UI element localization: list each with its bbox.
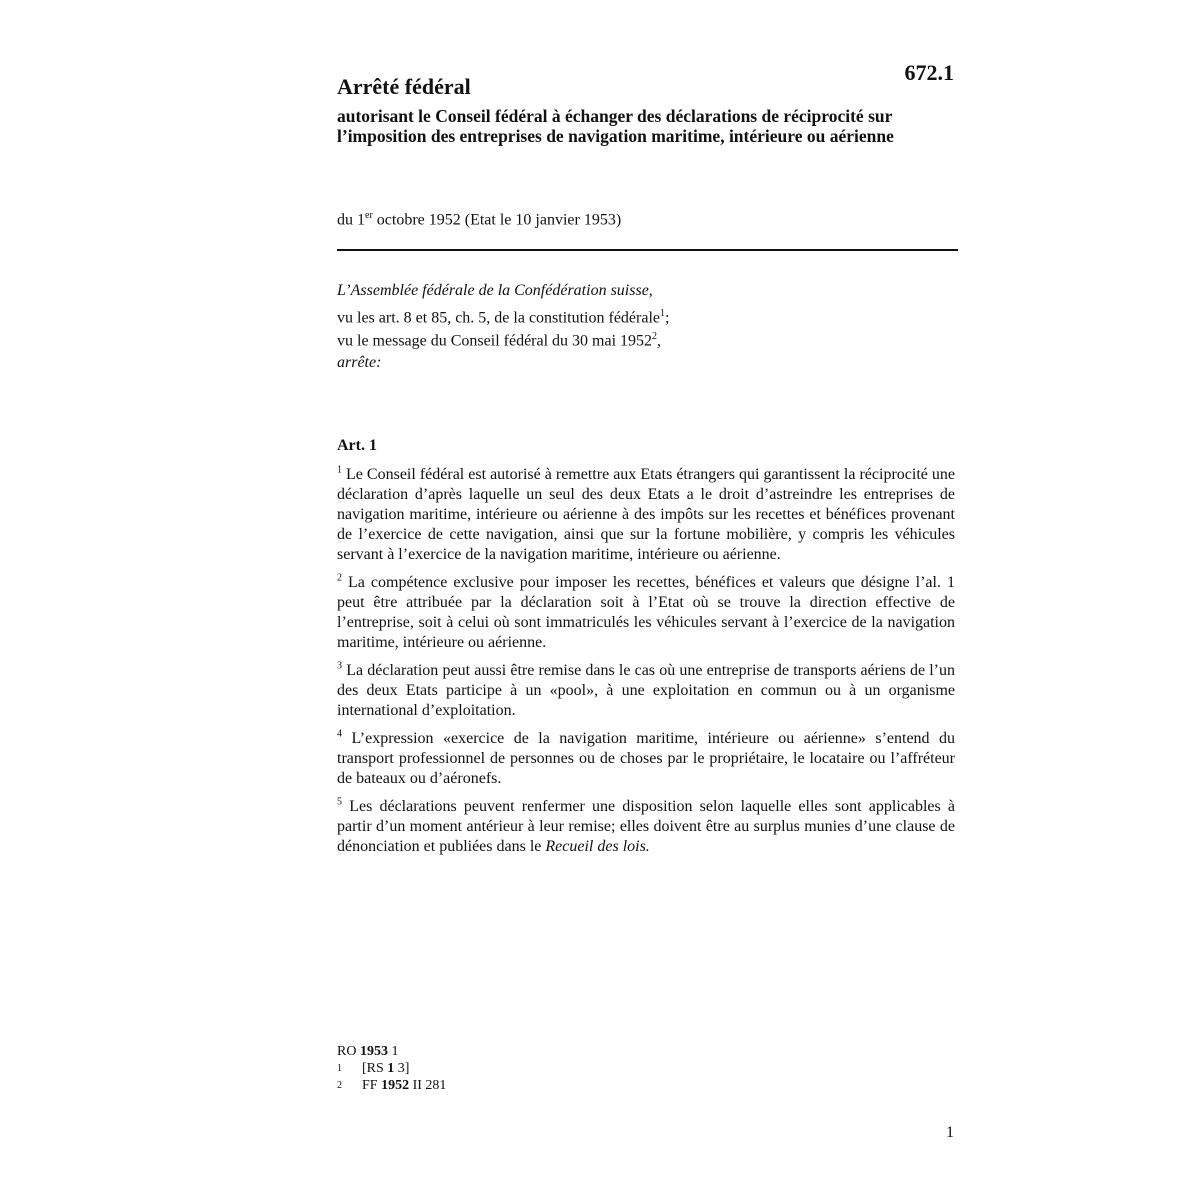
article-paragraph xyxy=(337,797,955,857)
footnote-ref-1: 1 xyxy=(660,308,666,319)
preamble-line-message xyxy=(337,327,957,350)
footnote-post: II 281 xyxy=(409,1078,447,1093)
document-date xyxy=(337,210,621,229)
paragraph-text: La compétence exclusive pour imposer les recettes, bénéfices et valeurs que désigne l’al. 1 peut être attribuée par la déclaration soit à l’Etat où se trouve la direction effective de l’entreprise, soit à celui où sont immatriculés les véhicules servant à l’exercice de la navigation maritime, intérieure ou aérienne. xyxy=(337,574,955,651)
footnote-text xyxy=(362,1077,446,1094)
article-paragraph xyxy=(337,661,955,721)
document-subtitle: autorisant le Conseil fédéral à échanger des déclarations de réciprocité sur l’imposition des entreprises de navigation maritime, intérieure ou aérienne xyxy=(337,106,894,146)
article-paragraph xyxy=(337,465,955,565)
paragraph-text: Le Conseil fédéral est autorisé à remettre aux Etats étrangers qui garantissent la réciprocité une déclaration d’après laquelle un seul des deux Etats a le droit d’astreindre les entreprises de navigation maritime, intérieure ou aérienne à des impôts sur les recettes et bénéfices provenant de l’exercice de cette navigation, ainsi que sur la fortune mobilière, y compris les véhicules servant à l’exercice de la navigation maritime, intérieure ou aérienne. xyxy=(337,466,955,563)
paragraph-italic-reference: Recueil des lois. xyxy=(545,838,650,855)
footnote-ro-year: 1953 xyxy=(359,1044,388,1059)
article-paragraph xyxy=(337,573,955,653)
footnote-item xyxy=(337,1060,446,1077)
date-rest: octobre 1952 (Etat le 10 janvier 1953) xyxy=(372,211,622,229)
footnote-text xyxy=(362,1060,409,1077)
article-paragraph xyxy=(337,729,955,789)
preamble-line1-end: ; xyxy=(665,309,670,327)
footnote-bold: 1 xyxy=(387,1061,395,1076)
preamble-intro: L’Assemblée fédérale de la Confédération suisse, xyxy=(337,282,653,299)
preamble-line2-text: vu le message du Conseil fédéral du 30 mai 1952 xyxy=(337,332,653,350)
article-body xyxy=(337,465,955,865)
footnote-number: 2 xyxy=(337,1080,342,1091)
preamble xyxy=(337,281,957,372)
paragraph-number: 2 xyxy=(337,572,342,584)
document-title: Arrêté fédéral xyxy=(337,74,471,99)
date-prefix: du 1 xyxy=(337,211,365,229)
header-divider xyxy=(337,249,958,251)
footnote-pre: [RS xyxy=(362,1061,388,1076)
date-superscript: er xyxy=(365,210,373,221)
paragraph-text: L’expression «exercice de la navigation maritime, intérieure ou aérienne» s’entend du transport professionnel de personnes ou de choses par le propriétaire, le locataire ou l’affréteur de bateaux ou d’aéronefs. xyxy=(337,730,956,787)
footnote-number: 1 xyxy=(337,1063,342,1074)
footnote-ro-suffix: 1 xyxy=(387,1044,399,1059)
footnote-ro-prefix: RO xyxy=(337,1044,360,1059)
footnote-ro xyxy=(337,1043,446,1060)
paragraph-number: 1 xyxy=(337,464,342,476)
footnote-bold: 1952 xyxy=(381,1078,410,1093)
footnote-post: 3] xyxy=(394,1061,410,1076)
paragraph-text: La déclaration peut aussi être remise dans le cas où une entreprise de transports aériens de l’un des deux Etats participe à un «pool», à une exploitation en commun ou à un organisme international d’exploitation. xyxy=(337,662,956,719)
preamble-line2-end: , xyxy=(657,332,662,350)
paragraph-number: 3 xyxy=(337,660,342,672)
document-number: 672.1 xyxy=(904,60,954,85)
footnote-pre: FF xyxy=(362,1078,382,1093)
page-number: 1 xyxy=(946,1124,954,1141)
paragraph-text: Les déclarations peuvent renfermer une disposition selon laquelle elles sont applicables à partir d’un moment antérieur à leur remise; elles doivent être au surplus munies d’une clause de dénonciation et publiées dans le xyxy=(337,798,956,855)
paragraph-number: 5 xyxy=(337,796,342,808)
preamble-line1-text: vu les art. 8 et 85, ch. 5, de la constitution fédérale xyxy=(337,309,661,327)
paragraph-number: 4 xyxy=(337,728,342,740)
preamble-line-constitution xyxy=(337,304,957,327)
footnotes xyxy=(337,1043,446,1094)
footnote-ref-2: 2 xyxy=(652,331,658,343)
preamble-decree: arrête: xyxy=(337,353,382,371)
footnote-item xyxy=(337,1077,446,1094)
article-heading: Art. 1 xyxy=(337,437,377,454)
